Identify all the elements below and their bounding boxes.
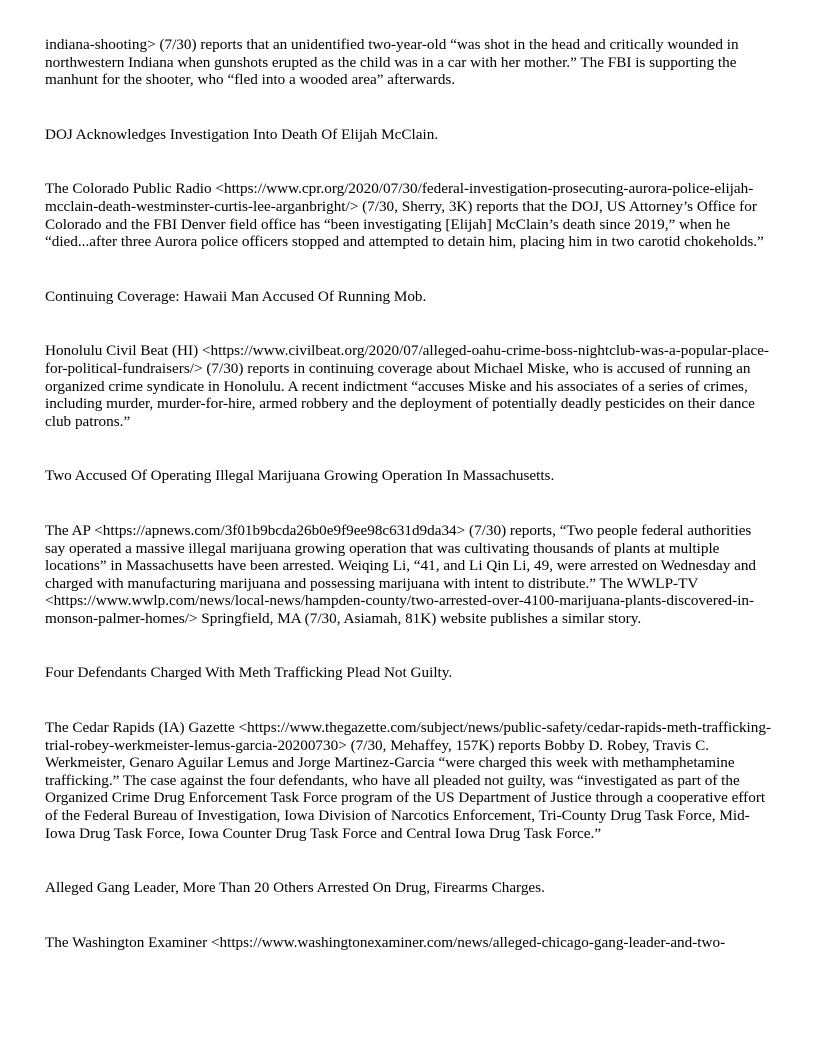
paragraph-gap — [45, 682, 775, 719]
paragraph-gap — [45, 485, 775, 522]
headline-massachusetts-marijuana: Two Accused Of Operating Illegal Marijuana Growing Operation In Massachusetts. — [45, 467, 555, 485]
headline-gang-leader: Alleged Gang Leader, More Than 20 Others Arrested On Drug, Firearms Charges. — [45, 879, 545, 897]
paragraph-gap — [45, 842, 775, 879]
headline-hawaii-mob: Continuing Coverage: Hawaii Man Accused Of Running Mob. — [45, 287, 427, 305]
document-page — [45, 36, 775, 951]
body-paragraph-meth-trafficking: The Cedar Rapids (IA) Gazette <https://www.thegazette.com/subject/news/public-safety/cedar-rapids-meth-trafficking-trial-robey-werkmeister-lemus-garcia-20200730> (7/30, Mehaffey, 157K) reports Bobby D. Robey, Travis C. Werkmeister, Genaro Aguilar Lemus and Jorge Martinez-Garcia “were charged this week with methamphetamine trafficking.” The case against the four defendants, who have all pleaded not guilty, was “investigated as part of the Organized Crime Drug Enforcement Task Force program of the US Department of Justice through a cooperative effort of the Federal Bureau of Investigation, Iowa Division of Narcotics Enforcement, Tri-County Drug Task Force, Mid-Iowa Drug Task Force, Iowa Counter Drug Task Force and Central Iowa Drug Task Force.” — [45, 719, 772, 842]
headline-meth-trafficking: Four Defendants Charged With Meth Trafficking Plead Not Guilty. — [45, 664, 453, 682]
paragraph-gap — [45, 897, 775, 934]
paragraph-gap — [45, 89, 775, 126]
paragraph-gap — [45, 305, 775, 342]
headline-elijah-mcclain: DOJ Acknowledges Investigation Into Death Of Elijah McClain. — [45, 125, 439, 143]
body-paragraph-indiana-shooting: indiana-shooting> (7/30) reports that an unidentified two-year-old “was shot in the head and critically wounded in northwestern Indiana when gunshots erupted as the child was in a car with her mother.” The FBI is supporting the manhunt for the shooter, who “fled into a wooded area” afterwards. — [45, 36, 739, 89]
body-paragraph-elijah-mcclain: The Colorado Public Radio <https://www.cpr.org/2020/07/30/federal-investigation-prosecuting-aurora-police-elijah-mcclain-death-westminster-curtis-lee-arganbright/> (7/30, Sherry, 3K) reports that the DOJ, US Attorney’s Office for Colorado and the FBI Denver field office has “been investigating [Elijah] McClain’s death since 2019,” when he “died...after three Aurora police officers stopped and attempted to detain him, placing him in two carotid chokeholds.” — [45, 180, 764, 251]
body-paragraph-washington-examiner: The Washington Examiner <https://www.washingtonexaminer.com/news/alleged-chicago-gang-leader-and-two- — [45, 933, 726, 951]
paragraph-gap — [45, 430, 775, 467]
body-paragraph-massachusetts-marijuana: The AP <https://apnews.com/3f01b9bcda26b0e9f9ee98c631d9da34> (7/30) reports, “Two people federal authorities say operated a massive illegal marijuana growing operation that was cultivating thousands of plants at multiple locations” in Massachusetts have been arrested. Weiqing Li, “41, and Li Qin Li, 49, were arrested on Wednesday and charged with manufacturing marijuana and possessing marijuana with intent to distribute.” The WWLP-TV <https://www.wwlp.com/news/local-news/hampden-county/two-arrested-over-4100-marijuana-plants-discovered-in-monson-palmer-homes/> Springfield, MA (7/30, Asiamah, 81K) website publishes a similar story. — [45, 521, 757, 627]
paragraph-gap — [45, 627, 775, 664]
body-paragraph-hawaii-mob: Honolulu Civil Beat (HI) <https://www.civilbeat.org/2020/07/alleged-oahu-crime-boss-nightclub-was-a-popular-place-for-political-fundraisers/> (7/30) reports in continuing coverage about Michael Miske, who is accused of running an organized crime syndicate in Honolulu. A recent indictment “accuses Miske and his associates of a series of crimes, including murder, murder-for-hire, armed robbery and the deployment of potentially deadly pesticides on their dance club patrons.” — [45, 342, 769, 430]
paragraph-gap — [45, 251, 775, 288]
paragraph-gap — [45, 143, 775, 180]
